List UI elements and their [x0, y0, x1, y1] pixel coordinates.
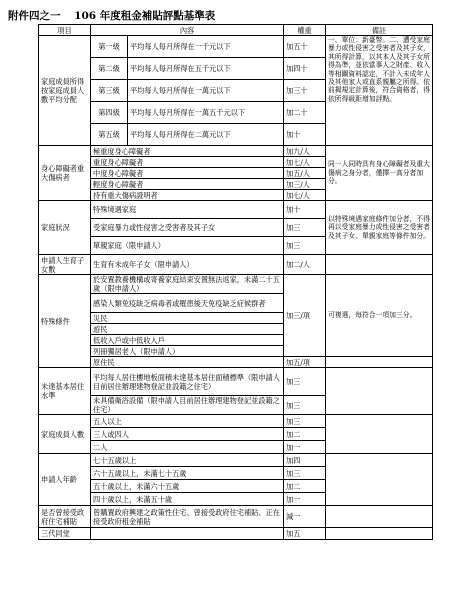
housing-weight: 加三: [284, 396, 326, 415]
child-weight: 加二/人: [284, 255, 326, 275]
income-category: 家庭成員所得按家庭成員人數平均分配: [39, 36, 91, 146]
members-desc: 五人以上: [91, 415, 284, 428]
table-row: [39, 506, 433, 528]
special-weight: 加三/項: [284, 275, 326, 357]
income-desc: 平均每人每月所得在五千元以下: [128, 58, 284, 80]
table-row: [39, 528, 433, 540]
income-level: 第二級: [91, 58, 128, 80]
special-last-note: [326, 357, 433, 368]
age-desc: 七十五歲以上: [91, 454, 284, 467]
age-weight: 加四: [284, 454, 326, 467]
disability-desc: 極重度身心障礙者: [91, 146, 284, 157]
special-desc: 列冊獨居老人（限申請人）: [91, 346, 284, 357]
disability-weight: 加七/人: [284, 190, 326, 201]
table-row: [39, 36, 433, 58]
family-desc: 受家庭暴力或性侵害之受害者及其子女: [91, 219, 284, 237]
disability-weight: 加七/人: [284, 157, 326, 168]
family-desc: 單親家庭（限申請人）: [91, 237, 284, 255]
age-weight: 加一: [284, 493, 326, 506]
age-desc: 四十歲以上，未滿五十歲: [91, 493, 284, 506]
table-row: [39, 415, 433, 428]
age-desc: 五十歲以上，未滿六十五歲: [91, 480, 284, 493]
table-row: [39, 454, 433, 467]
disability-desc: 中度身心障礙者: [91, 168, 284, 179]
scoring-table: [38, 24, 433, 540]
header-note: 備註: [326, 25, 433, 36]
age-category: 申請人年齡: [39, 454, 91, 506]
attachment-label: 附件四之一: [8, 10, 61, 22]
disability-weight: 加五/人: [284, 168, 326, 179]
disability-desc: 重度身心障礙者: [91, 157, 284, 168]
income-note: 一、單位：新臺幣。二、遭受家庭暴力或性侵害之受害者及其子女，其所得計算，以其本人及其子女所得為準，並依當事人之財產、收入等相關資料認定，不計入未成年人及其他家人或直系親屬之所得。依前揭規定計算後，符合資格者，得依所得級距增加評點。: [326, 36, 433, 146]
disability-note: 同一人同時具有身心障礙者及重大傷病之身分者，僅擇一高分者加分。: [326, 146, 433, 201]
members-desc: 三人或四人: [91, 428, 284, 441]
special-desc: 遊民: [91, 324, 284, 335]
special-category: 特殊條件: [39, 275, 91, 368]
three-gen-note: [326, 528, 433, 540]
header-content: 內容: [91, 25, 284, 36]
income-level: 第五級: [91, 124, 128, 146]
housing-note: [326, 368, 433, 415]
income-weight: 加二十: [284, 102, 326, 124]
special-desc: 感染人類免疫缺乏病毒者或罹患後天免疫缺乏症候群者: [91, 294, 284, 313]
members-weight: 加一: [284, 441, 326, 454]
income-level: 第四級: [91, 102, 128, 124]
members-weight: 加三: [284, 415, 326, 428]
members-desc: 二人: [91, 441, 284, 454]
age-weight: 加三: [284, 467, 326, 480]
special-note: 可複選，每符合一項加三分。: [326, 275, 433, 357]
family-weight: 加三: [284, 237, 326, 255]
family-desc: 特殊境遇家庭: [91, 201, 284, 219]
age-weight: 加二: [284, 480, 326, 493]
disability-desc: 輕度身心障礙者: [91, 179, 284, 190]
income-weight: 加三十: [284, 80, 326, 102]
members-weight: 加二: [284, 428, 326, 441]
disability-category: 身心障礙者重大傷病者: [39, 146, 91, 201]
members-category: 家庭成員人數: [39, 415, 91, 454]
housing-desc: 未具備衛浴設備（限申請人目前居住辦理建物登記並設籍之住宅）: [91, 396, 284, 415]
subsidy-category: 是否曾接受政府住宅補貼: [39, 506, 91, 528]
income-desc: 平均每人每月所得在二萬元以下: [128, 124, 284, 146]
housing-category: 未達基本居住水準: [39, 368, 91, 415]
table-row: [39, 146, 433, 157]
income-level: 第三級: [91, 80, 128, 102]
table-row: [39, 368, 433, 396]
family-category: 家庭狀況: [39, 201, 91, 255]
income-level: 第一級: [91, 36, 128, 58]
table-row: [39, 255, 433, 275]
child-category: 申請人生育子女數: [39, 255, 91, 275]
income-weight: 加五十: [284, 36, 326, 58]
child-desc: 生育有未成年子女（限申請人）: [91, 255, 284, 275]
three-gen-desc: [91, 528, 284, 540]
table-row: [39, 201, 433, 219]
age-note: [326, 454, 433, 506]
header-row: [39, 25, 433, 36]
child-note: [326, 255, 433, 275]
special-desc: 於安置教養機構或寄養家庭結束安置無法返家，未滿二十五歲（限申請人）: [91, 275, 284, 294]
table-title: 106 年度租金補貼評點基準表: [74, 10, 216, 22]
income-desc: 平均每人每月所得在一萬元以下: [128, 80, 284, 102]
family-weight: 加十: [284, 201, 326, 219]
subsidy-note: [326, 506, 433, 528]
disability-desc: 持有重大傷病證明者: [91, 190, 284, 201]
table-row: [39, 275, 433, 294]
special-desc: 災民: [91, 313, 284, 324]
housing-desc: 平均每人居住樓地板面積未達基本居住面積標準（限申請人目前居住辦理建物登記並設籍之住宅）: [91, 368, 284, 396]
three-gen-category: 三代同堂: [39, 528, 91, 540]
family-note: 以特殊境遇家庭條件加分者，不得再以受家庭暴力或性侵害之受害者及其子女、單親家庭等條件加分。: [326, 201, 433, 255]
housing-weight: 加三: [284, 368, 326, 396]
income-desc: 平均每人每月所得在一萬五千元以下: [128, 102, 284, 124]
income-weight: 加四十: [284, 58, 326, 80]
special-desc: 低收入戶或中低收入戶: [91, 335, 284, 346]
subsidy-desc: 曾購置政府興建之政策性住宅、曾接受政府住宅補貼、正在接受政府租金補貼: [91, 506, 284, 528]
disability-weight: 加九/人: [284, 146, 326, 157]
members-note: [326, 415, 433, 454]
age-desc: 六十五歲以上，未滿七十五歲: [91, 467, 284, 480]
special-last-weight: 加五/項: [284, 357, 326, 368]
table-row: [39, 357, 433, 368]
three-gen-weight: 加五: [284, 528, 326, 540]
header-weight: 權重: [284, 25, 326, 36]
family-weight: 加三: [284, 219, 326, 237]
header-item: 項目: [39, 25, 91, 36]
income-weight: 加十: [284, 124, 326, 146]
income-desc: 平均每人每月所得在一千元以下: [128, 36, 284, 58]
special-desc: 原住民: [91, 357, 284, 368]
subsidy-weight: 減一: [284, 506, 326, 528]
document-title: [8, 8, 215, 23]
disability-weight: 加三/人: [284, 179, 326, 190]
